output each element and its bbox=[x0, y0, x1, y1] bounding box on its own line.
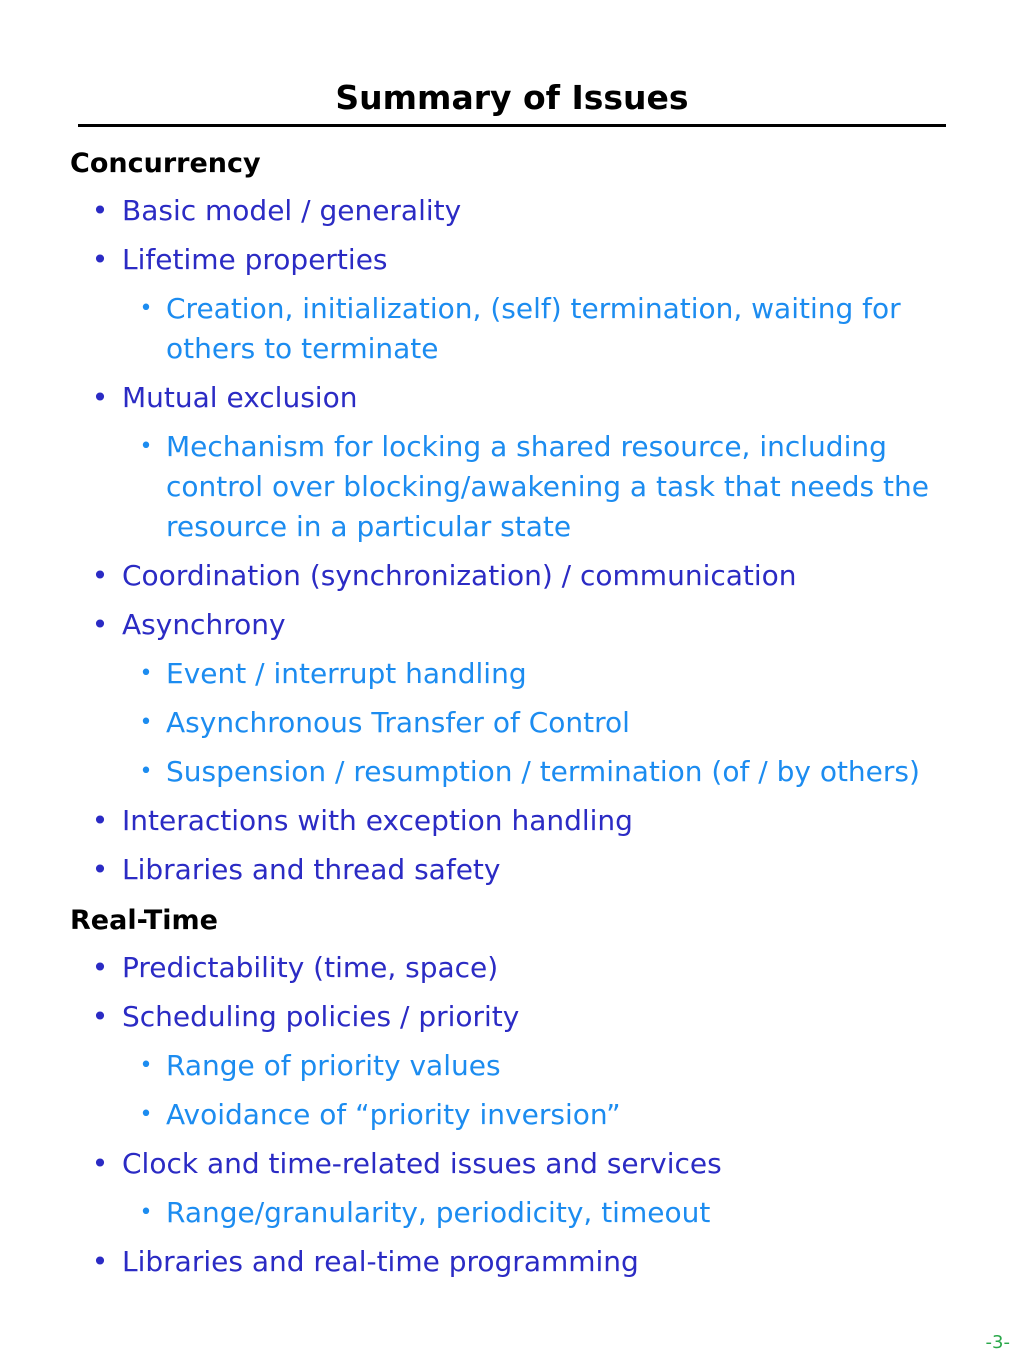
list-item-text: Asynchrony bbox=[122, 608, 286, 641]
sub-list-item bbox=[70, 654, 960, 694]
sub-list-item bbox=[70, 1095, 960, 1135]
bullet-icon: • bbox=[91, 381, 109, 414]
bullet-icon: • bbox=[91, 1147, 109, 1180]
bullet-icon: • bbox=[91, 1000, 109, 1033]
page-number: -3- bbox=[985, 1332, 1010, 1353]
sub-list-item bbox=[70, 703, 960, 743]
slide-content bbox=[70, 142, 960, 1291]
list-item-text: Basic model / generality bbox=[122, 194, 462, 227]
bullet-icon: • bbox=[91, 559, 109, 592]
list-item-text: Lifetime properties bbox=[122, 243, 388, 276]
list-item bbox=[70, 850, 960, 890]
list-item bbox=[70, 948, 960, 988]
list-item-text: Coordination (synchronization) / communication bbox=[122, 559, 797, 592]
sub-bullet-icon: • bbox=[139, 1200, 153, 1225]
list-item bbox=[70, 605, 960, 645]
sub-bullet-icon: • bbox=[139, 661, 153, 686]
sub-list-item bbox=[70, 1046, 960, 1086]
sub-bullet-icon: • bbox=[139, 296, 153, 321]
sub-bullet-icon: • bbox=[139, 710, 153, 735]
list-item bbox=[70, 378, 960, 418]
sub-list-item-text: Range of priority values bbox=[166, 1049, 501, 1082]
sub-list-item-text: Asynchronous Transfer of Control bbox=[166, 706, 630, 739]
sub-bullet-icon: • bbox=[139, 1053, 153, 1078]
list-item bbox=[70, 1242, 960, 1282]
section-heading-concurrency: Concurrency bbox=[70, 148, 261, 179]
bullet-icon: • bbox=[91, 608, 109, 641]
list-item bbox=[70, 191, 960, 231]
bullet-icon: • bbox=[91, 1245, 109, 1278]
sub-list-item-text: Mechanism for locking a shared resource, including control over blocking/awakening a task that needs the resource in a particular state bbox=[166, 430, 929, 543]
list-item-text: Libraries and thread safety bbox=[122, 853, 501, 886]
sub-list-item bbox=[70, 289, 960, 369]
sub-list-item bbox=[70, 427, 960, 547]
bullet-icon: • bbox=[91, 951, 109, 984]
bullet-icon: • bbox=[91, 194, 109, 227]
list-item-text: Scheduling policies / priority bbox=[122, 1000, 520, 1033]
list-item-text: Mutual exclusion bbox=[122, 381, 358, 414]
section-heading-real-time: Real-Time bbox=[70, 905, 218, 936]
list-item-text: Clock and time-related issues and services bbox=[122, 1147, 722, 1180]
bullet-icon: • bbox=[91, 804, 109, 837]
sub-list-item-text: Creation, initialization, (self) termination, waiting for others to terminate bbox=[166, 292, 901, 365]
sub-list-item bbox=[70, 1193, 960, 1233]
bullet-icon: • bbox=[91, 243, 109, 276]
sub-list-item-text: Event / interrupt handling bbox=[166, 657, 527, 690]
list-item bbox=[70, 997, 960, 1037]
list-item-text: Libraries and real-time programming bbox=[122, 1245, 639, 1278]
list-item bbox=[70, 556, 960, 596]
sub-list-item-text: Suspension / resumption / termination (of / by others) bbox=[166, 755, 920, 788]
list-item-text: Interactions with exception handling bbox=[122, 804, 633, 837]
sub-list-item bbox=[70, 752, 960, 792]
list-item bbox=[70, 801, 960, 841]
sub-bullet-icon: • bbox=[139, 1102, 153, 1127]
sub-list-item-text: Range/granularity, periodicity, timeout bbox=[166, 1196, 711, 1229]
slide-title: Summary of Issues bbox=[335, 78, 689, 117]
list-item-text: Predictability (time, space) bbox=[122, 951, 499, 984]
sub-list-item-text: Avoidance of “priority inversion” bbox=[166, 1098, 621, 1131]
sub-bullet-icon: • bbox=[139, 434, 153, 459]
list-item bbox=[70, 240, 960, 280]
bullet-icon: • bbox=[91, 853, 109, 886]
sub-bullet-icon: • bbox=[139, 759, 153, 784]
list-item bbox=[70, 1144, 960, 1184]
title-underline bbox=[78, 124, 946, 127]
